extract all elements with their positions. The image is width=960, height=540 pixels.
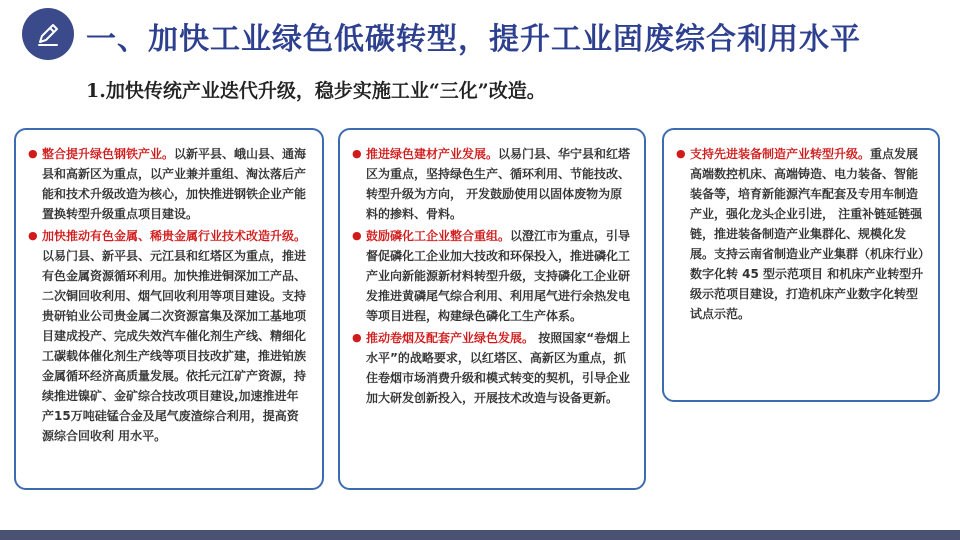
page-title: 一、加快工业绿色低碳转型，提升工业固废综合利用水平: [86, 22, 861, 57]
content-card-2: [338, 128, 646, 490]
item-text: 以易门县、新平县、元江县和红塔区为重点，推进有色金属资源循环利用。加快推进铜深加工产品、二次铜回收利用、烟气回收利用等项目建设。支持贵研铂业公司贵金属二次资源富集及深加工基地项目建成投产、完成失效汽车催化剂生产线、精细化工碳载体催化剂生产线等项目技改扩建，推进铂族金属循环经济高质量发展。依托元江矿产资源，持续推进镍矿、金矿综合技改项目建设,加速推进年产15万吨硅锰合金及尾气废渣综合利用，提高资源综合回收利 用水平。: [42, 249, 307, 443]
content-card-1: [14, 128, 324, 490]
item-text: 重点发展高端数控机床、高端铸造、电力装备、智能装备等，培育新能源汽车配套及专用车制造产业，强化龙头企业引进， 注重补链延链强链，推进装备制造产业集群化、规模化发展。支持云南省制造业产业集群（机床行业）数字化转 45 型示范项目 和机床产业转型升级示范项目建设，打造机床产业数字化转型试点示范。: [690, 147, 925, 321]
item-text: 按照国家“卷烟上水平”的战略要求，以红塔区、高新区为重点，抓住卷烟市场消费升级和模式转变的契机，引导企业加大研发创新投入，开展技术改造与设备更新。: [366, 331, 631, 405]
content-card-3: [662, 128, 940, 402]
item-text: 以易门县、华宁县和红塔区为重点，坚持绿色生产、循环利用、节能技改、转型升级为方向， 开发鼓励使用以固体废物为原料的掺料、骨料。: [366, 147, 631, 221]
item-text: 以新平县、峨山县、通海县和高新区为重点，以产业兼并重组、淘汰落后产能和技术升级改造为核心，加快推进钢铁企业产能置换转型升级重点项目建设。: [42, 147, 307, 221]
bullet-icon: ●: [676, 147, 686, 160]
item-highlight: 支持先进装备制造产业转型升级。: [690, 147, 871, 161]
card-1-item-1: [28, 144, 310, 224]
item-highlight: 鼓励磷化工企业整合重组。: [366, 229, 511, 243]
bullet-icon: ●: [352, 229, 362, 242]
page-subtitle: 1.加快传统产业迭代升级，稳步实施工业“三化”改造。: [86, 80, 546, 102]
bullet-icon: ●: [28, 229, 38, 242]
item-highlight: 推进绿色建材产业发展。: [366, 147, 499, 161]
pencil-icon: [22, 8, 74, 60]
item-highlight: 加快推动有色金属、稀贵金属行业技术改造升级。: [42, 229, 307, 243]
pencil-icon-svg: [33, 19, 63, 49]
item-highlight: 推动卷烟及配套产业绿色发展。: [366, 331, 535, 345]
card-3-item-1: [676, 144, 926, 324]
bullet-icon: ●: [352, 147, 362, 160]
bullet-icon: ●: [352, 331, 362, 344]
item-text: 以澄江市为重点，引导督促磷化工企业加大技改和环保投入，推进磷化工产业向新能源新材料转型升级，支持磷化工企业研发推进黄磷尾气综合利用、利用尾气进行余热发电等项目进程，构建绿色磷化工生产体系。: [366, 229, 631, 323]
bullet-icon: ●: [28, 147, 38, 160]
item-highlight: 整合提升绿色钢铁产业。: [42, 147, 175, 161]
card-2-item-3: [352, 328, 632, 408]
card-1-item-2: [28, 226, 310, 446]
bottom-bar: [0, 530, 960, 540]
card-2-item-2: [352, 226, 632, 326]
card-2-item-1: [352, 144, 632, 224]
